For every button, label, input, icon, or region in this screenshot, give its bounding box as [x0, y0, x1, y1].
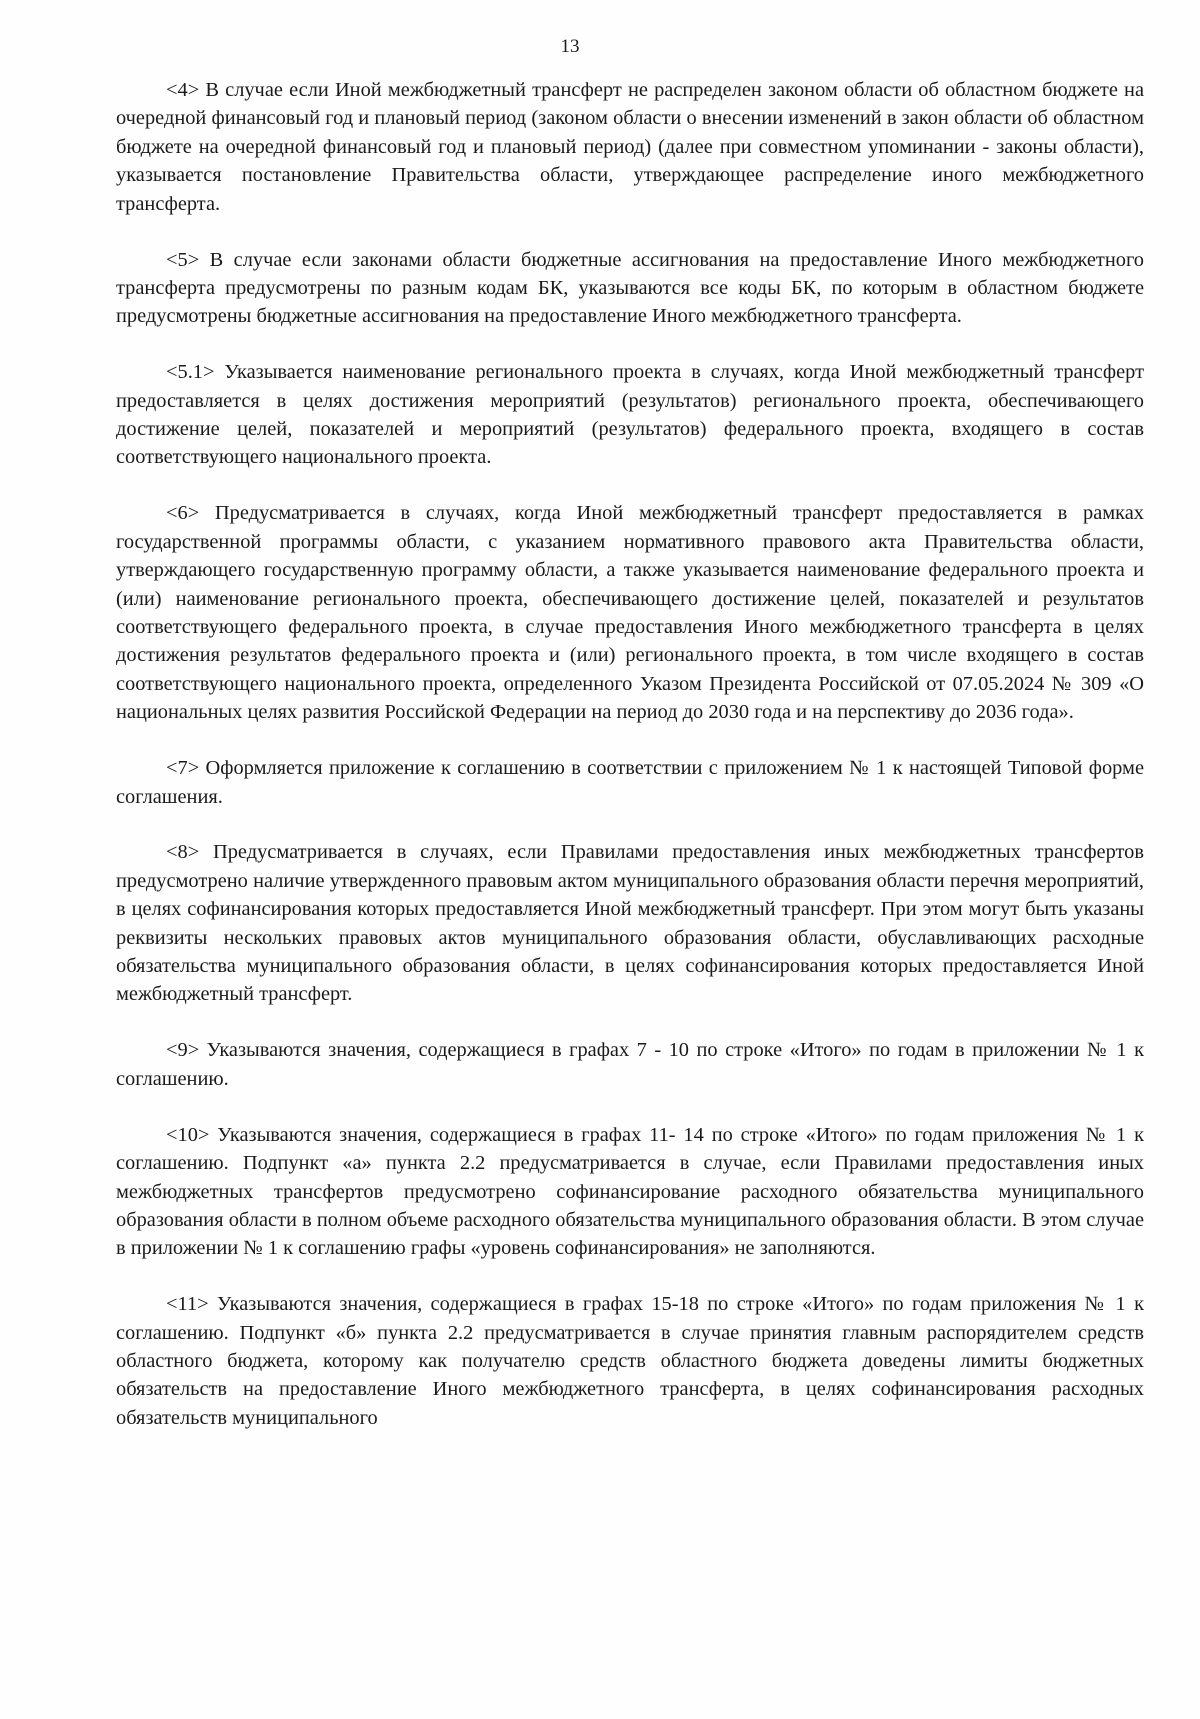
footnote-6: <6> Предусматривается в случаях, когда Иной межбюджетный трансферт предоставляется в рамках государственной программы области, с указанием нормативного правового акта Правительства области, утверждающего государственную программу области, а также указывается наименование федерального проекта и (или) наименование регионального проекта, обеспечивающего достижение целей, показателей и результатов соответствующего федерального проекта, в случае предоставления Иного межбюджетного трансферта в целях достижения результатов федерального проекта и (или) регионального проекта, в том числе входящего в состав соответствующего национального проекта, определенного Указом Президента Российской от 07.05.2024 № 309 «О национальных целях развития Российской Федерации на период до 2030 года и на перспективу до 2036 года». [116, 502, 1144, 724]
footnotes-body [116, 76, 1144, 1460]
footnote-5-1: <5.1> Указывается наименование регионального проекта в случаях, когда Иной межбюджетный трансферт предоставляется в целях достижения мероприятий (результатов) регионального проекта, обеспечивающего достижение целей, показателей и мероприятий (результатов) федерального проекта, входящего в состав соответствующего национального проекта. [116, 361, 1144, 469]
page-number: 13 [560, 36, 580, 57]
footnote-4: <4> В случае если Иной межбюджетный трансферт не распределен законом области об областном бюджете на очередной финансовый год и плановый период (законом области о внесении изменений в закон области об областном бюджете на очередной финансовый год и плановый период) (далее при совместном упоминании - законы области), указывается постановление Правительства области, утверждающее распределение иного межбюджетного трансферта. [116, 79, 1144, 215]
footnote-5: <5> В случае если законами области бюджетные ассигнования на предоставление Иного межбюджетного трансферта предусмотрены по разным кодам БК, указываются все коды БК, по которым в областном бюджете предусмотрены бюджетные ассигнования на предоставление Иного межбюджетного трансферта. [116, 248, 1144, 328]
footnote-8: <8> Предусматривается в случаях, если Правилами предоставления иных межбюджетных трансфертов предусмотрено наличие утвержденного правовым актом муниципального образования области перечня мероприятий, в целях софинансирования которых предоставляется Иной межбюджетный трансферт. При этом могут быть указаны реквизиты нескольких правовых актов муниципального образования области, обуславливающих расходные обязательства муниципального образования области, в целях софинансирования которых предоставляется Иной межбюджетный трансферт. [116, 841, 1144, 1006]
footnote-7: <7> Оформляется приложение к соглашению в соответствии с приложением № 1 к настоящей Типовой форме соглашения. [116, 757, 1144, 808]
footnote-10: <10> Указываются значения, содержащиеся в графах 11- 14 по строке «Итого» по годам приложения № 1 к соглашению. Подпункт «а» пункта 2.2 предусматривается в случае, если Правилами предоставления иных межбюджетных трансфертов предусмотрено софинансирование расходного обязательства муниципального образования области в полном объеме расходного обязательства муниципального образования области. В этом случае в приложении № 1 к соглашению графы «уровень софинансирования» не заполняются. [116, 1123, 1144, 1260]
footnote-11: <11> Указываются значения, содержащиеся в графах 15-18 по строке «Итого» по годам приложения № 1 к соглашению. Подпункт «б» пункта 2.2 предусматривается в случае принятия главным распорядителем средств областного бюджета, которому как получателю средств областного бюджета доведены лимиты бюджетных обязательств на предоставление Иного межбюджетного трансферта, в целях софинансирования расходных обязательств муниципального [116, 1293, 1144, 1429]
footnote-9: <9> Указываются значения, содержащиеся в графах 7 - 10 по строке «Итого» по годам в приложении № 1 к соглашению. [116, 1039, 1144, 1090]
